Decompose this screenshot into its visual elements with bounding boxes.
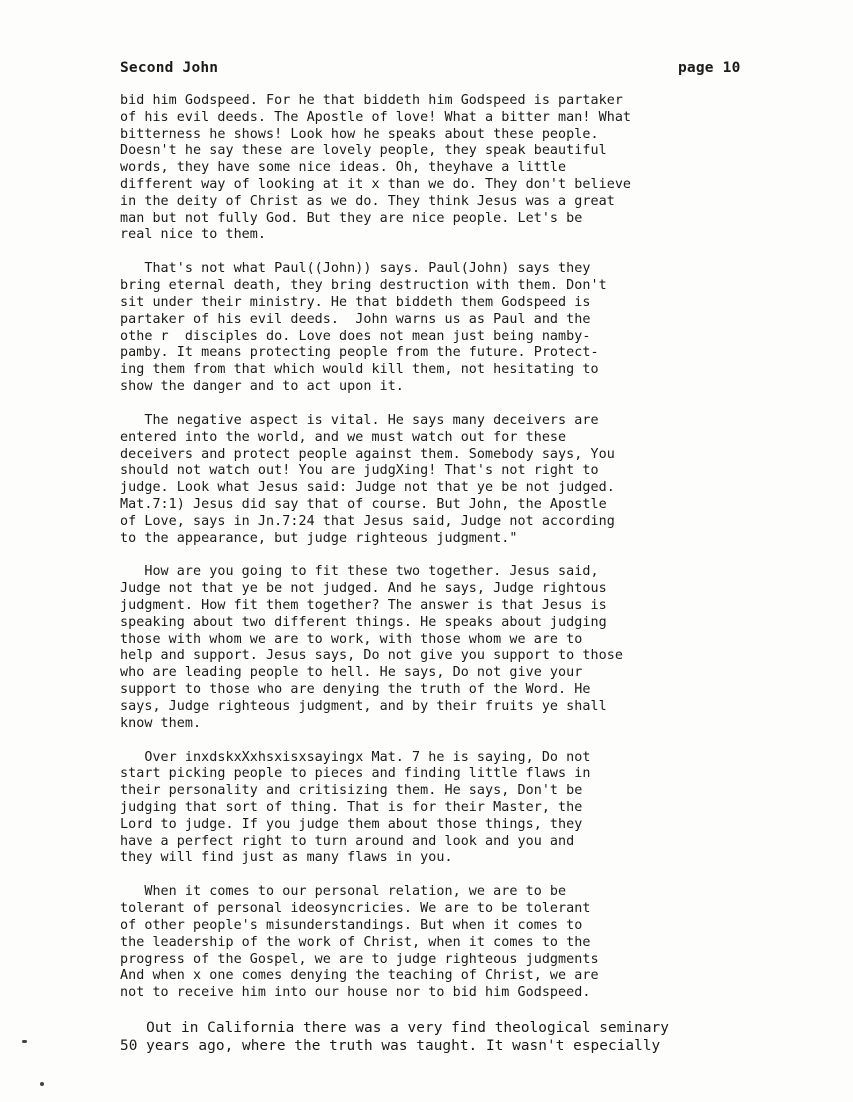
text-line: not to receive him into our house nor to bid him Godspeed. <box>120 985 591 1001</box>
text-line: to the appearance, but judge righteous judgment." <box>120 530 518 546</box>
text-line: When it comes to our personal relation, we are to be <box>120 884 567 900</box>
text-line: of his evil deeds. The Apostle of love! What a bitter man! What <box>120 109 632 125</box>
document-title: Second John <box>120 60 219 76</box>
paragraph-gap <box>120 1002 800 1019</box>
text-line: they will find just as many flaws in you. <box>120 850 453 866</box>
text-line: know them. <box>120 715 202 731</box>
text-line: words, they have some nice ideas. Oh, theyhave a little <box>120 160 567 176</box>
paragraph-7 <box>120 1019 800 1055</box>
text-line: Doesn't he say these are lovely people, they speak beautiful <box>120 143 607 159</box>
text-line: real nice to them. <box>120 227 267 243</box>
page-number: page 10 <box>678 60 741 76</box>
text-line: judging that sort of thing. That is for their Master, the <box>120 800 583 816</box>
scan-speck <box>40 1082 44 1086</box>
paragraph-gap <box>120 867 800 884</box>
text-line: in the deity of Christ as we do. They think Jesus was a great <box>120 193 615 209</box>
text-line: bid him Godspeed. For he that biddeth him Godspeed is partaker <box>120 93 623 108</box>
text-line: help and support. Jesus says, Do not give you support to those <box>120 648 623 664</box>
text-line: have a perfect right to turn around and look and you and <box>120 833 575 849</box>
text-line: should not watch out! You are judgXing! That's not right to <box>120 463 599 479</box>
paragraph-5 <box>120 750 800 868</box>
text-line: bring eternal death, they bring destruction with them. Don't <box>120 278 607 294</box>
text-line: That's not what Paul((John)) says. Paul(John) says they <box>120 261 591 277</box>
text-line: the leadership of the work of Christ, when it comes to the <box>120 934 591 950</box>
text-line: their personality and critisizing them. He says, Don't be <box>120 783 583 799</box>
text-line: judgment. How fit them together? The answer is that Jesus is <box>120 598 607 614</box>
text-line: Judge not that ye be not judged. And he says, Judge rightous <box>120 581 607 597</box>
text-line: show the danger and to act upon it. <box>120 378 404 394</box>
scan-speck <box>22 1040 27 1043</box>
paragraph-2 <box>120 261 800 395</box>
text-line: entered into the world, and we must watch out for these <box>120 429 567 445</box>
text-line: bitterness he shows! Look how he speaks about these people. <box>120 126 599 142</box>
text-line: says, Judge righteous judgment, and by their fruits ye shall <box>120 698 607 714</box>
text-line: different way of looking at it x than we do. They don't believe <box>120 176 632 192</box>
text-line: sit under their ministry. He that biddeth them Godspeed is <box>120 294 591 310</box>
paragraph-3 <box>120 413 800 547</box>
text-line: start picking people to pieces and finding little flaws in <box>120 766 591 782</box>
text-line: deceivers and protect people against them. Somebody says, You <box>120 446 615 462</box>
text-line: tolerant of personal ideosyncricies. We are to be tolerant <box>120 901 591 917</box>
text-line: support to those who are denying the truth of the Word. He <box>120 682 591 698</box>
paragraph-gap <box>120 732 800 749</box>
text-line: And when x one comes denying the teaching of Christ, we are <box>120 968 599 984</box>
text-line: How are you going to fit these two together. Jesus said, <box>120 564 599 580</box>
text-line: Out in California there was a very find theological seminary <box>120 1020 669 1037</box>
text-line: pamby. It means protecting people from the future. Protect- <box>120 345 599 361</box>
document-body <box>120 93 800 1055</box>
text-line: Mat.7:1) Jesus did say that of course. But John, the Apostle <box>120 496 607 512</box>
text-line: who are leading people to hell. He says, Do not give your <box>120 665 583 681</box>
text-line: Lord to judge. If you judge them about those things, they <box>120 816 583 832</box>
text-line: judge. Look what Jesus said: Judge not that ye be not judged. <box>120 480 615 496</box>
text-line: of Love, says in Jn.7:24 that Jesus said, Judge not according <box>120 513 615 529</box>
text-line: partaker of his evil deeds. John warns us as Paul and the <box>120 311 591 327</box>
paragraph-4 <box>120 564 800 732</box>
text-line: othe r disciples do. Love does not mean just being namby- <box>120 328 591 344</box>
text-line: of other people's misunderstandings. But when it comes to <box>120 918 583 933</box>
text-line: progress of the Gospel, we are to judge righteous judgments <box>120 951 599 967</box>
text-line: ing them from that which would kill them, not hesitating to <box>120 362 599 378</box>
paragraph-gap <box>120 244 800 261</box>
text-line: man but not fully God. But they are nice people. Let's be <box>120 210 583 226</box>
text-line: those with whom we are to work, with those whom we are to <box>120 631 583 647</box>
text-line: speaking about two different things. He speaks about judging <box>120 614 607 630</box>
paragraph-gap <box>120 547 800 564</box>
text-line: Over inxdskxXxhsxisxsayingx Mat. 7 he is saying, Do not <box>120 749 591 765</box>
text-line: 50 years ago, where the truth was taught. It wasn't especially <box>120 1038 661 1055</box>
paragraph-1 <box>120 93 800 244</box>
text-line: The negative aspect is vital. He says many deceivers are <box>120 412 599 428</box>
paragraph-gap <box>120 396 800 413</box>
paragraph-6 <box>120 884 800 1002</box>
